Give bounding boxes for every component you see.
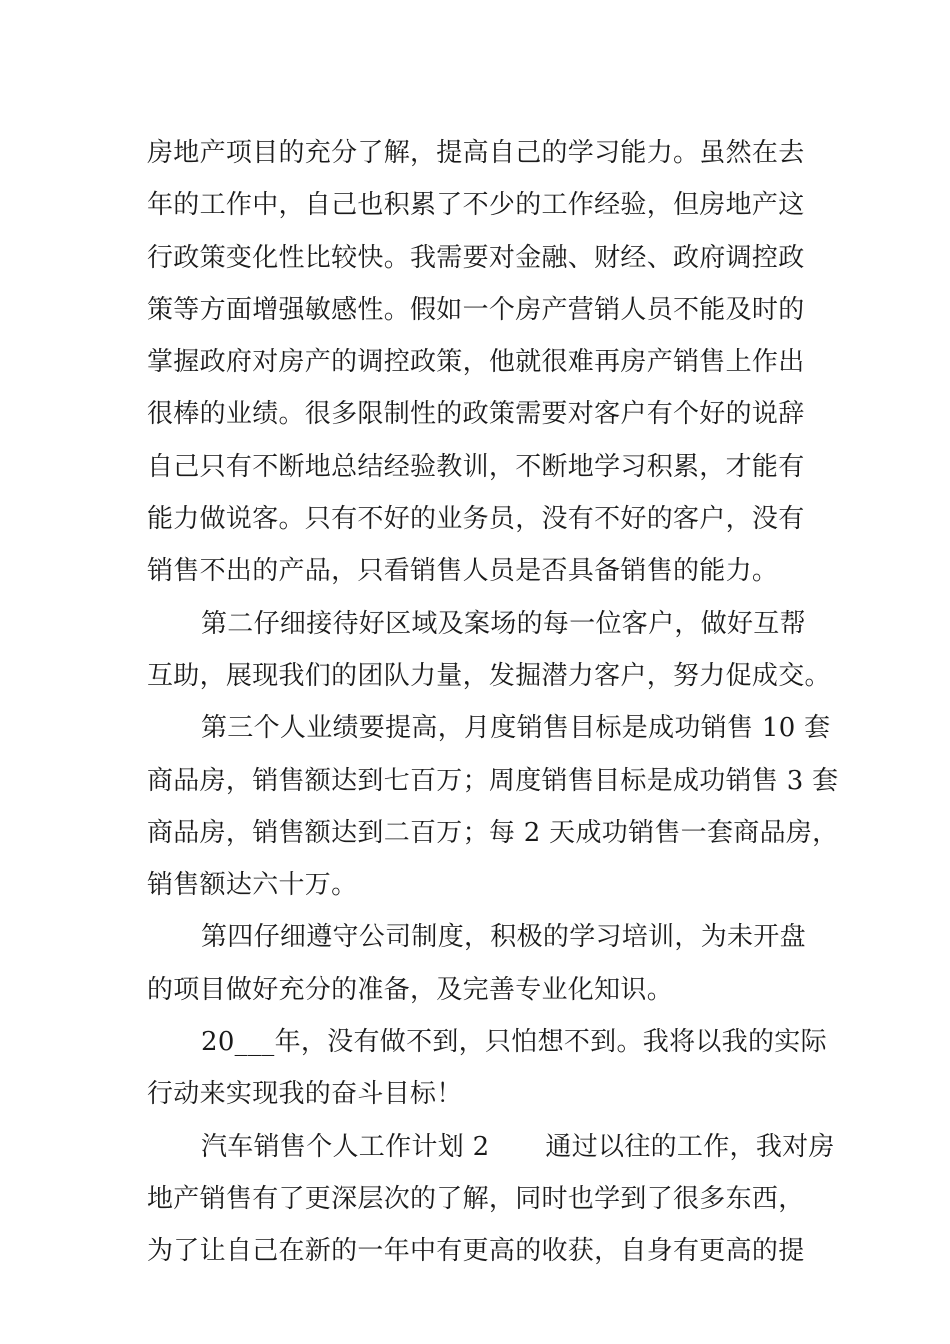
body-line: 为了让自己在新的一年中有更高的收获，自身有更高的提 xyxy=(147,1236,805,1267)
section-heading-title: 汽车销售个人工作计划 2 xyxy=(201,1131,490,1162)
body-line: 能力做说客。只有不好的业务员，没有不好的客户，没有 xyxy=(147,504,805,535)
body-line: 的项目做好充分的准备，及完善专业化知识。 xyxy=(147,974,674,1005)
paragraph-start-line: 20___年，没有做不到，只怕想不到。我将以我的实际 xyxy=(201,1027,827,1058)
body-line: 销售不出的产品，只看销售人员是否具备销售的能力。 xyxy=(147,556,779,587)
paragraph-start-line: 第三个人业绩要提高，月度销售目标是成功销售 10 套 xyxy=(201,713,831,744)
paragraph-start-line: 第二仔细接待好区域及案场的每一位客户，做好互帮 xyxy=(201,608,806,639)
body-line: 互助，展现我们的团队力量，发掘潜力客户，努力促成交。 xyxy=(147,660,831,691)
body-line: 行动来实现我的奋斗目标！ xyxy=(147,1079,463,1110)
body-line: 掌握政府对房产的调控政策，他就很难再房产销售上作出 xyxy=(147,347,805,378)
body-line: 地产销售有了更深层次的了解，同时也学到了很多东西， xyxy=(147,1183,805,1214)
body-line: 销售额达六十万。 xyxy=(147,870,358,901)
body-line: 房地产项目的充分了解，提高自己的学习能力。虽然在去 xyxy=(147,138,805,168)
document-body xyxy=(147,127,839,1278)
body-line: 自己只有不断地总结经验教训，不断地学习积累，才能有 xyxy=(147,451,805,482)
section-heading-line xyxy=(147,1121,835,1173)
body-line: 很棒的业绩。很多限制性的政策需要对客户有个好的说辞 xyxy=(147,399,805,430)
body-line: 商品房，销售额达到七百万；周度销售目标是成功销售 3 套 xyxy=(147,765,839,796)
section-heading-continuation: 通过以往的工作，我对房 xyxy=(545,1131,835,1162)
body-line: 行政策变化性比较快。我需要对金融、财经、政府调控政 xyxy=(147,242,805,273)
paragraph-start-line: 第四仔细遵守公司制度，积极的学习培训，为未开盘 xyxy=(201,922,806,953)
body-line: 年的工作中，自己也积累了不少的工作经验，但房地产这 xyxy=(147,190,805,221)
body-line: 商品房，销售额达到二百万；每 2 天成功销售一套商品房， xyxy=(147,817,839,848)
body-line: 策等方面增强敏感性。假如一个房产营销人员不能及时的 xyxy=(147,294,805,325)
